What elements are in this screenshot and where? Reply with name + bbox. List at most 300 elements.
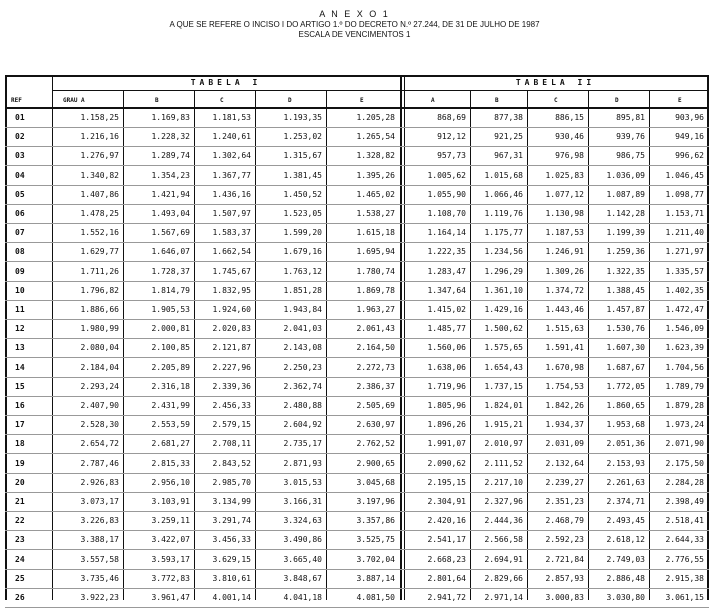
tabela2-value-cell: 886,15 bbox=[555, 113, 584, 122]
tabela1-value-cell: 2.681,27 bbox=[151, 439, 190, 449]
table-row bbox=[5, 551, 709, 570]
tabela1-value-cell: 3.772,83 bbox=[151, 573, 190, 583]
tabela1-value-cell: 1.507,97 bbox=[212, 209, 251, 218]
ref-cell: 09 bbox=[15, 266, 25, 276]
tabela1-value-cell: 1.493,04 bbox=[151, 209, 190, 218]
tabela1-value-cell: 1.315,67 bbox=[283, 151, 322, 161]
tabela2-value-cell: 1.953,68 bbox=[606, 420, 645, 430]
tabela2-value-cell: 2.468,79 bbox=[545, 516, 584, 526]
tabela1-value-cell: 3.103,91 bbox=[151, 497, 190, 506]
tabela2-value-cell: 1.530,76 bbox=[606, 324, 645, 334]
ref-cell: 19 bbox=[15, 458, 25, 468]
tabela2-value-cell: 1.025,83 bbox=[545, 170, 584, 180]
tabela2-value-cell: 1.119,76 bbox=[484, 209, 523, 218]
tabela2-value-cell: 2.175,50 bbox=[665, 458, 704, 468]
tabela1-value-cell: 3.702,04 bbox=[356, 554, 395, 564]
tabela1-value-cell: 3.848,67 bbox=[283, 573, 322, 583]
tabela1-value-cell: 3.388,17 bbox=[80, 535, 119, 545]
tabela2-value-cell: 2.217,10 bbox=[484, 477, 523, 487]
tabela1-value-cell: 2.735,17 bbox=[283, 439, 322, 449]
tabela1-value-cell: 1.814,79 bbox=[151, 285, 190, 295]
tabela1-value-cell: 2.061,43 bbox=[356, 324, 395, 334]
tabela2-value-cell: 2.351,23 bbox=[545, 497, 584, 506]
tabela2-value-cell: 2.071,90 bbox=[665, 439, 704, 449]
tabela2-value-cell: 2.132,64 bbox=[545, 458, 584, 468]
col-header-b: B bbox=[155, 97, 159, 104]
table-row bbox=[5, 186, 709, 205]
tabela1-value-cell: 2.164,50 bbox=[356, 343, 395, 353]
tabela2-value-cell: 1.077,12 bbox=[545, 189, 584, 199]
tabela1-value-cell: 2.579,15 bbox=[212, 420, 251, 430]
tabela1-value-cell: 3.259,11 bbox=[151, 516, 190, 526]
tabela2-value-cell: 1.934,37 bbox=[545, 420, 584, 430]
tabela2-value-cell: 895,81 bbox=[616, 113, 645, 122]
tabela2-value-cell: 2.284,28 bbox=[665, 477, 704, 487]
ref-cell: 04 bbox=[15, 170, 25, 180]
table-row bbox=[5, 589, 709, 608]
tabela-2-title: TABELA II bbox=[515, 78, 596, 87]
tabela2-value-cell: 1.098,77 bbox=[665, 189, 704, 199]
tabela2-value-cell: 1.754,53 bbox=[545, 381, 584, 391]
tabela2-value-cell: 930,46 bbox=[555, 132, 584, 142]
ref-cell: 14 bbox=[15, 362, 25, 372]
tabela2-value-cell: 2.493,45 bbox=[606, 516, 645, 526]
tabela2-value-cell: 1.638,06 bbox=[427, 362, 466, 372]
tabela1-value-cell: 2.480,88 bbox=[283, 401, 322, 410]
tabela2-value-cell: 1.896,26 bbox=[427, 420, 466, 430]
tabela2-value-cell: 1.805,96 bbox=[427, 401, 466, 410]
tabela1-value-cell: 1.381,45 bbox=[283, 170, 322, 180]
table-row bbox=[5, 378, 709, 397]
tabela2-value-cell: 912,12 bbox=[437, 132, 466, 142]
tabela1-value-cell: 3.166,31 bbox=[283, 497, 322, 506]
tabela2-value-cell: 2.304,91 bbox=[427, 497, 466, 506]
tabela1-value-cell: 3.810,61 bbox=[212, 573, 251, 583]
tabela1-value-cell: 1.216,16 bbox=[80, 132, 119, 142]
ref-cell: 17 bbox=[15, 420, 25, 430]
tabela1-value-cell: 1.395,26 bbox=[356, 170, 395, 180]
tabela1-value-cell: 4.081,50 bbox=[356, 593, 395, 602]
tabela2-value-cell: 1.347,64 bbox=[427, 285, 466, 295]
tabela2-value-cell: 996,62 bbox=[675, 151, 704, 161]
col-header-d2: D bbox=[615, 97, 619, 104]
tabela1-value-cell: 3.525,75 bbox=[356, 535, 395, 545]
tabela1-value-cell: 2.762,52 bbox=[356, 439, 395, 449]
tabela1-value-cell: 2.985,70 bbox=[212, 477, 251, 487]
col-header-c: C bbox=[220, 97, 224, 104]
tabela2-value-cell: 2.644,33 bbox=[665, 535, 704, 545]
tabela-title-rule bbox=[52, 90, 709, 91]
tabela2-value-cell: 3.000,83 bbox=[545, 593, 584, 602]
col-header-d: D bbox=[288, 97, 292, 104]
table-row bbox=[5, 493, 709, 512]
tabela1-value-cell: 1.478,25 bbox=[80, 209, 119, 218]
tabela1-value-cell: 1.450,52 bbox=[283, 189, 322, 199]
table-row bbox=[5, 167, 709, 186]
tabela2-value-cell: 1.546,09 bbox=[665, 324, 704, 334]
tabela2-value-cell: 1.309,26 bbox=[545, 266, 584, 276]
tabela2-value-cell: 1.246,91 bbox=[545, 247, 584, 257]
tabela2-value-cell: 2.566,58 bbox=[484, 535, 523, 545]
tabela1-value-cell: 2.815,33 bbox=[151, 458, 190, 468]
tabela2-value-cell: 957,73 bbox=[437, 151, 466, 161]
tabela2-value-cell: 2.668,23 bbox=[427, 554, 466, 564]
tabela1-value-cell: 1.583,37 bbox=[212, 228, 251, 238]
tabela2-value-cell: 2.420,16 bbox=[427, 516, 466, 526]
tabela2-value-cell: 1.472,47 bbox=[665, 305, 704, 314]
tabela1-value-cell: 1.340,82 bbox=[80, 170, 119, 180]
tabela2-value-cell: 1.575,65 bbox=[484, 343, 523, 353]
tabela1-value-cell: 2.900,65 bbox=[356, 458, 395, 468]
tabela2-value-cell: 1.296,29 bbox=[484, 266, 523, 276]
tabela2-value-cell: 2.090,62 bbox=[427, 458, 466, 468]
table-row bbox=[5, 147, 709, 166]
tabela2-value-cell: 1.108,70 bbox=[427, 209, 466, 218]
tabela2-value-cell: 1.991,07 bbox=[427, 439, 466, 449]
tabela1-value-cell: 3.665,40 bbox=[283, 554, 322, 564]
tabela2-value-cell: 2.971,14 bbox=[484, 593, 523, 602]
tabela1-value-cell: 2.787,46 bbox=[80, 458, 119, 468]
ref-cell: 22 bbox=[15, 516, 25, 526]
salary-table bbox=[5, 75, 709, 600]
salary-scale-title: ESCALA DE VENCIMENTOS 1 bbox=[298, 30, 411, 39]
ref-cell: 20 bbox=[15, 477, 25, 487]
tabela2-value-cell: 1.259,36 bbox=[606, 247, 645, 257]
tabela1-value-cell: 1.328,82 bbox=[356, 151, 395, 161]
tabela2-value-cell: 1.879,28 bbox=[665, 401, 704, 410]
tabela1-value-cell: 1.205,28 bbox=[356, 113, 395, 122]
tabela2-value-cell: 2.829,66 bbox=[484, 573, 523, 583]
tabela1-value-cell: 1.662,54 bbox=[212, 247, 251, 257]
col-header-b2: B bbox=[495, 97, 499, 104]
tabela1-value-cell: 2.528,30 bbox=[80, 420, 119, 430]
tabela2-value-cell: 1.388,45 bbox=[606, 285, 645, 295]
tabela2-value-cell: 2.444,36 bbox=[484, 516, 523, 526]
tabela2-value-cell: 2.051,36 bbox=[606, 439, 645, 449]
tabela1-value-cell: 1.695,94 bbox=[356, 247, 395, 257]
ref-cell: 25 bbox=[15, 573, 25, 583]
col-header-c2: C bbox=[554, 97, 558, 104]
tabela1-value-cell: 2.000,81 bbox=[151, 324, 190, 334]
ref-cell: 05 bbox=[15, 189, 25, 199]
ref-cell: 18 bbox=[15, 439, 25, 449]
tabela2-value-cell: 1.402,35 bbox=[665, 285, 704, 295]
tabela2-value-cell: 1.443,46 bbox=[545, 305, 584, 314]
table-row bbox=[5, 512, 709, 531]
table-row bbox=[5, 282, 709, 301]
tabela1-value-cell: 1.240,61 bbox=[212, 132, 251, 142]
annex-title: A N E X O 1 bbox=[319, 9, 390, 19]
tabela1-value-cell: 3.922,23 bbox=[80, 593, 119, 602]
tabela1-value-cell: 1.980,99 bbox=[80, 324, 119, 334]
table-row bbox=[5, 109, 709, 128]
tabela2-value-cell: 1.973,24 bbox=[665, 420, 704, 430]
ref-cell: 03 bbox=[15, 151, 25, 161]
tabela1-value-cell: 1.193,35 bbox=[283, 113, 322, 122]
tabela1-value-cell: 2.654,72 bbox=[80, 439, 119, 449]
ref-cell: 23 bbox=[15, 535, 25, 545]
tabela1-value-cell: 3.357,86 bbox=[356, 516, 395, 526]
tabela1-value-cell: 1.963,27 bbox=[356, 305, 395, 314]
tabela2-value-cell: 967,31 bbox=[494, 151, 523, 161]
tabela1-value-cell: 1.886,66 bbox=[80, 305, 119, 314]
tabela2-value-cell: 976,98 bbox=[555, 151, 584, 161]
ref-cell: 06 bbox=[15, 209, 25, 218]
tabela1-value-cell: 2.431,99 bbox=[151, 401, 190, 410]
annex-subtitle: A QUE SE REFERE O INCISO I DO ARTIGO 1.º DO DECRETO N.º 27.244, DE 31 DE JULHO DE 1987 bbox=[169, 20, 540, 29]
tabela2-value-cell: 3.030,80 bbox=[606, 593, 645, 602]
tabela1-value-cell: 4.001,14 bbox=[212, 593, 251, 602]
tabela2-value-cell: 1.415,02 bbox=[427, 305, 466, 314]
tabela1-value-cell: 2.871,93 bbox=[283, 458, 322, 468]
table-row bbox=[5, 435, 709, 454]
tabela1-value-cell: 3.073,17 bbox=[80, 497, 119, 506]
tabela1-value-cell: 3.226,83 bbox=[80, 516, 119, 526]
tabela1-value-cell: 2.708,11 bbox=[212, 439, 251, 449]
tabela2-value-cell: 1.374,72 bbox=[545, 285, 584, 295]
tabela1-value-cell: 1.832,95 bbox=[212, 285, 251, 295]
table-row bbox=[5, 397, 709, 416]
tabela2-value-cell: 2.153,93 bbox=[606, 458, 645, 468]
ref-cell: 11 bbox=[15, 305, 25, 314]
tabela2-value-cell: 2.801,64 bbox=[427, 573, 466, 583]
table-row bbox=[5, 531, 709, 550]
tabela2-value-cell: 2.857,93 bbox=[545, 573, 584, 583]
tabela2-value-cell: 1.772,05 bbox=[606, 381, 645, 391]
tabela1-value-cell: 3.887,14 bbox=[356, 573, 395, 583]
tabela1-value-cell: 2.272,73 bbox=[356, 362, 395, 372]
tabela2-value-cell: 1.211,40 bbox=[665, 228, 704, 238]
tabela2-value-cell: 1.015,68 bbox=[484, 170, 523, 180]
tabela2-value-cell: 1.704,56 bbox=[665, 362, 704, 372]
table-row bbox=[5, 570, 709, 589]
table-top-rule bbox=[5, 75, 709, 77]
tabela2-value-cell: 1.036,09 bbox=[606, 170, 645, 180]
ref-cell: 08 bbox=[15, 247, 25, 257]
tabela2-value-cell: 1.130,98 bbox=[545, 209, 584, 218]
tabela1-value-cell: 1.924,60 bbox=[212, 305, 251, 314]
tabela2-value-cell: 2.941,72 bbox=[427, 593, 466, 602]
tabela2-value-cell: 1.737,15 bbox=[484, 381, 523, 391]
tabela1-value-cell: 3.629,15 bbox=[212, 554, 251, 564]
tabela1-value-cell: 2.250,23 bbox=[283, 362, 322, 372]
tabela2-value-cell: 1.175,77 bbox=[484, 228, 523, 238]
tabela2-value-cell: 1.005,62 bbox=[427, 170, 466, 180]
tabela1-value-cell: 1.181,53 bbox=[212, 113, 251, 122]
ref-cell: 13 bbox=[15, 343, 25, 353]
tabela1-value-cell: 1.523,05 bbox=[283, 209, 322, 218]
tabela2-value-cell: 2.721,84 bbox=[545, 554, 584, 564]
tabela2-value-cell: 1.066,46 bbox=[484, 189, 523, 199]
table-row bbox=[5, 263, 709, 282]
tabela1-value-cell: 2.956,10 bbox=[151, 477, 190, 487]
tabela1-value-cell: 1.407,86 bbox=[80, 189, 119, 199]
tabela2-value-cell: 1.515,63 bbox=[545, 324, 584, 334]
tabela1-value-cell: 1.538,27 bbox=[356, 209, 395, 218]
tabela2-value-cell: 877,38 bbox=[494, 113, 523, 122]
tabela2-value-cell: 1.824,01 bbox=[484, 401, 523, 410]
tabela1-value-cell: 3.422,07 bbox=[151, 535, 190, 545]
tabela2-value-cell: 1.485,77 bbox=[427, 324, 466, 334]
table-row bbox=[5, 128, 709, 147]
tabela2-value-cell: 2.886,48 bbox=[606, 573, 645, 583]
table-row bbox=[5, 416, 709, 435]
tabela2-value-cell: 1.055,90 bbox=[427, 189, 466, 199]
tabela1-value-cell: 1.711,26 bbox=[80, 266, 119, 276]
tabela2-value-cell: 1.607,30 bbox=[606, 343, 645, 353]
tabela1-value-cell: 1.302,64 bbox=[212, 151, 251, 161]
tabela-1-title: TABELA I bbox=[190, 78, 262, 87]
tabela1-value-cell: 1.436,16 bbox=[212, 189, 251, 199]
col-header-a2: A bbox=[431, 97, 435, 104]
tabela2-value-cell: 949,16 bbox=[675, 132, 704, 142]
tabela1-value-cell: 2.926,83 bbox=[80, 477, 119, 487]
tabela2-value-cell: 1.591,41 bbox=[545, 343, 584, 353]
ref-cell: 01 bbox=[15, 113, 25, 122]
tabela1-value-cell: 1.905,53 bbox=[151, 305, 190, 314]
tabela1-value-cell: 3.490,86 bbox=[283, 535, 322, 545]
tabela2-value-cell: 2.398,49 bbox=[665, 497, 704, 506]
tabela1-value-cell: 2.553,59 bbox=[151, 420, 190, 430]
tabela2-value-cell: 1.654,43 bbox=[484, 362, 523, 372]
tabela2-value-cell: 2.776,55 bbox=[665, 554, 704, 564]
tabela1-value-cell: 1.780,74 bbox=[356, 266, 395, 276]
tabela1-value-cell: 1.567,69 bbox=[151, 228, 190, 238]
tabela1-value-cell: 2.100,85 bbox=[151, 343, 190, 353]
tabela2-value-cell: 1.670,98 bbox=[545, 362, 584, 372]
table-row bbox=[5, 359, 709, 378]
tabela2-value-cell: 1.087,89 bbox=[606, 189, 645, 199]
tabela2-value-cell: 1.719,96 bbox=[427, 381, 466, 391]
tabela2-value-cell: 921,25 bbox=[494, 132, 523, 142]
tabela1-value-cell: 2.143,08 bbox=[283, 343, 322, 353]
tabela1-value-cell: 2.407,90 bbox=[80, 401, 119, 410]
tabela2-value-cell: 2.327,96 bbox=[484, 497, 523, 506]
tabela1-value-cell: 1.367,77 bbox=[212, 170, 251, 180]
tabela2-value-cell: 1.046,45 bbox=[665, 170, 704, 180]
tabela1-value-cell: 2.184,04 bbox=[80, 362, 119, 372]
tabela2-value-cell: 1.789,79 bbox=[665, 381, 704, 391]
ref-cell: 16 bbox=[15, 401, 25, 410]
tabela1-value-cell: 1.354,23 bbox=[151, 170, 190, 180]
tabela2-value-cell: 903,96 bbox=[675, 113, 704, 122]
tabela1-value-cell: 1.169,83 bbox=[151, 113, 190, 122]
tabela1-value-cell: 2.020,83 bbox=[212, 324, 251, 334]
ref-cell: 10 bbox=[15, 285, 25, 295]
ref-cell: 15 bbox=[15, 381, 25, 391]
tabela1-value-cell: 1.646,07 bbox=[151, 247, 190, 257]
col-header-grau-a: GRAU A bbox=[63, 97, 85, 104]
tabela1-value-cell: 1.552,16 bbox=[80, 228, 119, 238]
tabela1-value-cell: 1.465,02 bbox=[356, 189, 395, 199]
tabela1-value-cell: 1.615,18 bbox=[356, 228, 395, 238]
tabela2-value-cell: 2.374,71 bbox=[606, 497, 645, 506]
ref-cell: 26 bbox=[15, 593, 25, 602]
tabela1-value-cell: 3.291,74 bbox=[212, 516, 251, 526]
table-row bbox=[5, 455, 709, 474]
tabela2-value-cell: 1.429,16 bbox=[484, 305, 523, 314]
tabela1-value-cell: 1.289,74 bbox=[151, 151, 190, 161]
tabela1-value-cell: 3.197,96 bbox=[356, 497, 395, 506]
tabela2-value-cell: 2.618,12 bbox=[606, 535, 645, 545]
tabela1-value-cell: 2.362,74 bbox=[283, 381, 322, 391]
tabela1-value-cell: 3.045,68 bbox=[356, 477, 395, 487]
tabela1-value-cell: 2.041,03 bbox=[283, 324, 322, 334]
tabela1-value-cell: 3.735,46 bbox=[80, 573, 119, 583]
col-header-e: E bbox=[360, 97, 364, 104]
tabela1-value-cell: 2.205,89 bbox=[151, 362, 190, 372]
tabela1-value-cell: 1.796,82 bbox=[80, 285, 119, 295]
tabela1-value-cell: 2.386,37 bbox=[356, 381, 395, 391]
tabela2-value-cell: 1.283,47 bbox=[427, 266, 466, 276]
tabela2-value-cell: 2.239,27 bbox=[545, 477, 584, 487]
tabela2-value-cell: 2.749,03 bbox=[606, 554, 645, 564]
tabela1-value-cell: 3.961,47 bbox=[151, 593, 190, 602]
tabela2-value-cell: 1.187,53 bbox=[545, 228, 584, 238]
tabela1-value-cell: 1.763,12 bbox=[283, 266, 322, 276]
tabela1-value-cell: 1.679,16 bbox=[283, 247, 322, 257]
tabela2-value-cell: 1.860,65 bbox=[606, 401, 645, 410]
tabela2-value-cell: 2.694,91 bbox=[484, 554, 523, 564]
tabela2-value-cell: 1.842,26 bbox=[545, 401, 584, 410]
tabela2-value-cell: 2.195,15 bbox=[427, 477, 466, 487]
tabela2-value-cell: 2.592,23 bbox=[545, 535, 584, 545]
tabela1-value-cell: 1.745,67 bbox=[212, 266, 251, 276]
ref-cell: 02 bbox=[15, 132, 25, 142]
tabela1-value-cell: 1.265,54 bbox=[356, 132, 395, 142]
tabela1-value-cell: 4.041,18 bbox=[283, 593, 322, 602]
tabela1-value-cell: 1.228,32 bbox=[151, 132, 190, 142]
tabela1-value-cell: 2.604,92 bbox=[283, 420, 322, 430]
table-row bbox=[5, 339, 709, 358]
tabela2-value-cell: 2.031,09 bbox=[545, 439, 584, 449]
col-header-ref: REF bbox=[11, 97, 22, 104]
tabela1-value-cell: 2.293,24 bbox=[80, 381, 119, 391]
tabela2-value-cell: 1.687,67 bbox=[606, 362, 645, 372]
tabela1-value-cell: 2.080,04 bbox=[80, 343, 119, 353]
tabela1-value-cell: 1.629,77 bbox=[80, 247, 119, 257]
tabela1-value-cell: 3.324,63 bbox=[283, 516, 322, 526]
ref-cell: 12 bbox=[15, 324, 25, 334]
tabela2-value-cell: 1.335,57 bbox=[665, 266, 704, 276]
tabela1-value-cell: 1.728,37 bbox=[151, 266, 190, 276]
tabela1-value-cell: 1.276,97 bbox=[80, 151, 119, 161]
tabela2-value-cell: 2.518,41 bbox=[665, 516, 704, 526]
table-row bbox=[5, 474, 709, 493]
tabela2-value-cell: 1.164,14 bbox=[427, 228, 466, 238]
table-row bbox=[5, 301, 709, 320]
tabela2-value-cell: 1.271,97 bbox=[665, 247, 704, 257]
tabela1-value-cell: 1.869,78 bbox=[356, 285, 395, 295]
table-row bbox=[5, 320, 709, 339]
tabela2-value-cell: 2.010,97 bbox=[484, 439, 523, 449]
ref-cell: 24 bbox=[15, 554, 25, 564]
tabela1-value-cell: 2.316,18 bbox=[151, 381, 190, 391]
tabela1-value-cell: 1.599,20 bbox=[283, 228, 322, 238]
tabela1-value-cell: 3.557,58 bbox=[80, 554, 119, 564]
tabela1-value-cell: 2.456,33 bbox=[212, 401, 251, 410]
tabela1-value-cell: 1.943,84 bbox=[283, 305, 322, 314]
tabela1-value-cell: 2.121,87 bbox=[212, 343, 251, 353]
tabela2-value-cell: 2.915,38 bbox=[665, 573, 704, 583]
tabela2-value-cell: 1.234,56 bbox=[484, 247, 523, 257]
tabela1-value-cell: 1.158,25 bbox=[80, 113, 119, 122]
tabela1-value-cell: 2.630,97 bbox=[356, 420, 395, 430]
tabela2-value-cell: 1.623,39 bbox=[665, 343, 704, 353]
tabela1-value-cell: 3.134,99 bbox=[212, 497, 251, 506]
tabela1-value-cell: 2.505,69 bbox=[356, 401, 395, 410]
table-row bbox=[5, 224, 709, 243]
